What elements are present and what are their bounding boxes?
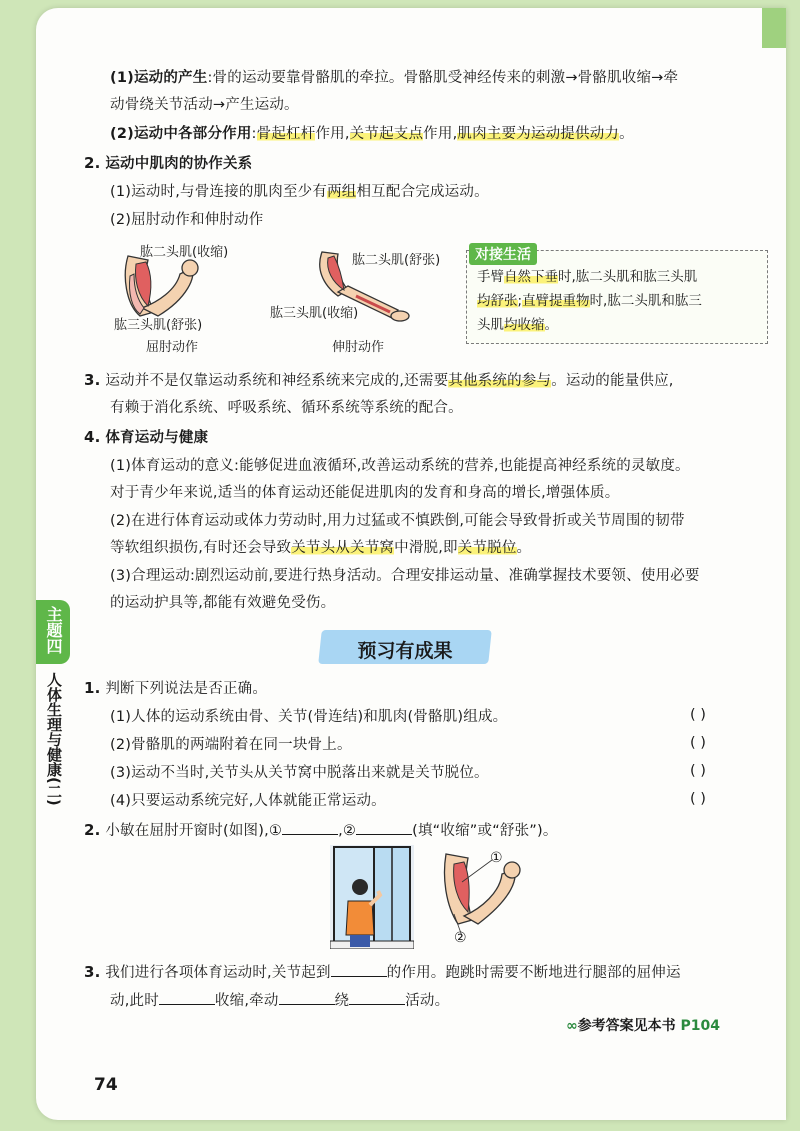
question-3-line-1: 3. 我们进行各项体育运动时,关节起到 的作用。跑跳时需要不断地进行腿部的屈伸运 — [84, 963, 681, 981]
callout-line-3: 头肌均收缩。 — [477, 317, 558, 333]
q3-blank-1[interactable] — [331, 962, 387, 977]
callout-tag: 对接生活 — [469, 243, 537, 265]
line-4-1a: (1)体育运动的意义:能够促进血液循环,改善运动系统的营养,也能提高神经系统的灵敏度。 — [110, 458, 690, 474]
section-banner — [320, 630, 490, 664]
line-4-3b: 的运动护具等,都能有效避免受伤。 — [110, 595, 336, 611]
callout-line-1: 手臂自然下垂时,肱二头肌和肱三头肌 — [477, 269, 698, 285]
life-connection-callout — [466, 247, 768, 344]
heading-2: 2. 运动中肌肉的协作关系 — [84, 154, 253, 172]
line-4-1b: 对于青少年来说,适当的体育运动还能促进肌肉的发育和身高的增长,增强体质。 — [110, 485, 620, 501]
answer-bracket-3[interactable]: ( ) — [690, 763, 706, 779]
question-1-item-3: (3)运动不当时,关节头从关节窝中脱落出来就是关节脱位。 — [110, 765, 489, 781]
corner-decoration — [762, 8, 786, 48]
line-2-2: (2)屈肘动作和伸肘动作 — [110, 212, 264, 228]
answer-bracket-2[interactable]: ( ) — [690, 735, 706, 751]
line-4-3a: (3)合理运动:剧烈运动前,要进行热身活动。合理安排运动量、准确掌握技术要领、使用必要 — [110, 568, 700, 584]
question-1-item-1: (1)人体的运动系统由骨、关节(骨连结)和肌肉(骨骼肌)组成。 — [110, 709, 508, 725]
q2-blank-1[interactable] — [282, 820, 338, 835]
question-3-line-2: 动,此时 收缩,牵动 绕 活动。 — [110, 990, 449, 1011]
question-1-item-2: (2)骨骼肌的两端附着在同一块骨上。 — [110, 737, 352, 753]
line-1-2: (2)运动中各部分作用:骨起杠杆作用,关节起支点作用,肌肉主要为运动提供动力。 — [110, 126, 634, 142]
answer-bracket-1[interactable]: ( ) — [690, 707, 706, 723]
line-2-1: (1)运动时,与骨连接的肌肉至少有两组相互配合完成运动。 — [110, 184, 489, 200]
flexion-caption: 屈肘动作 — [146, 340, 199, 355]
q2-marker-1: ① — [490, 850, 503, 866]
answer-bracket-4[interactable]: ( ) — [690, 791, 706, 807]
banner-title: 预习有成果 — [357, 640, 453, 662]
line-3-2: 有赖于消化系统、呼吸系统、循环系统等系统的配合。 — [110, 400, 463, 416]
flexion-triceps-label: 肱三头肌(舒张) — [114, 318, 203, 333]
question-1-title: 1. 判断下列说法是否正确。 — [84, 679, 268, 697]
extension-caption: 伸肘动作 — [332, 340, 385, 355]
line-3-1: 3. 运动并不是仅靠运动系统和神经系统来完成的,还需要其他系统的参与。运动的能量供应, — [84, 371, 674, 389]
page-number: 74 — [94, 1075, 118, 1095]
line-1-1b: 动骨绕关节活动→产生运动。 — [110, 97, 299, 113]
page — [36, 8, 786, 1120]
extension-biceps-label: 肱二头肌(舒张) — [352, 253, 441, 268]
link-icon: ∞ — [566, 1018, 578, 1034]
extension-triceps-label: 肱三头肌(收缩) — [270, 306, 359, 321]
q3-blank-3[interactable] — [279, 990, 335, 1005]
question-2: 2. 小敏在屈肘开窗时(如图),① ,② (填“收缩”或“舒张”)。 — [84, 821, 558, 839]
q3-blank-4[interactable] — [349, 990, 405, 1005]
answer-reference: ∞参考答案见本书 P104 — [566, 1018, 721, 1034]
chapter-side-title: 人体生理与健康(二) — [45, 672, 63, 806]
chapter-side-tab: 主题四 — [36, 600, 70, 664]
window-opening-illustration — [330, 845, 414, 949]
callout-line-2: 均舒张;直臂提重物时,肱二头肌和肱三 — [477, 293, 702, 309]
line-4-2a: (2)在进行体育运动或体力劳动时,用力过猛或不慎跌倒,可能会导致骨折或关节周围的韧带 — [110, 513, 685, 529]
line-4-2b: 等软组织损伤,有时还会导致关节头从关节窝中滑脱,即关节脱位。 — [110, 540, 532, 556]
q2-blank-2[interactable] — [356, 820, 412, 835]
question-1-item-4: (4)只要运动系统完好,人体就能正常运动。 — [110, 793, 386, 809]
line-1-1a: (1)运动的产生:骨的运动要靠骨骼肌的牵拉。骨骼肌受神经传来的刺激→骨骼肌收缩→牵 — [110, 70, 679, 86]
q2-marker-2: ② — [454, 930, 467, 946]
q3-blank-2[interactable] — [159, 990, 215, 1005]
heading-4: 4. 体育运动与健康 — [84, 428, 209, 446]
flexion-biceps-label: 肱二头肌(收缩) — [140, 245, 229, 260]
